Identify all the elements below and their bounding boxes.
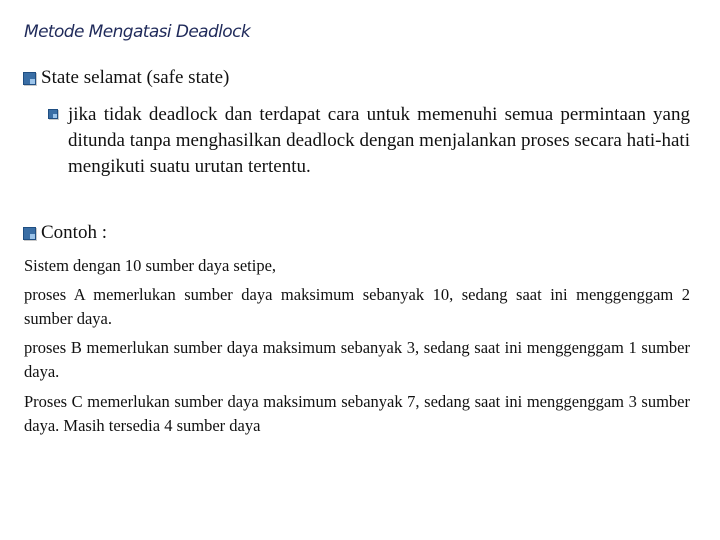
example-process-a: proses A memerlukan sumber daya maksimum sebanyak 10, sedang saat ini menggenggam 2 sumber daya. [24, 285, 690, 328]
bullet-safe-state [23, 66, 229, 90]
sub-bullet-safe-state-detail [48, 102, 690, 180]
bullet-example-text: Contoh : [41, 222, 107, 243]
q-bullet-icon [48, 109, 58, 119]
example-process-b: proses B memerlukan sumber daya maksimum sebanyak 3, sedang saat ini menggenggam 1 sumber daya. [24, 338, 690, 381]
q-bullet-icon [23, 227, 36, 240]
q-bullet-icon [23, 72, 36, 85]
bullet-safe-state-text: State selamat (safe state) [41, 67, 230, 88]
example-process-c: Proses C memerlukan sumber daya maksimum sebanyak 7, sedang saat ini menggenggam 3 sumber daya. Masih tersedia 4 sumber daya [24, 392, 690, 435]
sub-bullet-text: jika tidak deadlock dan terdapat cara untuk memenuhi semua permintaan yang ditunda tanpa menghasilkan deadlock dengan menjalankan proses secara hati-hati mengikuti suatu urutan tertentu. [68, 104, 690, 177]
example-system: Sistem dengan 10 sumber daya setipe, [24, 256, 277, 275]
slide-title: Metode Mengatasi Deadlock [24, 22, 251, 42]
bullet-example [23, 221, 107, 245]
